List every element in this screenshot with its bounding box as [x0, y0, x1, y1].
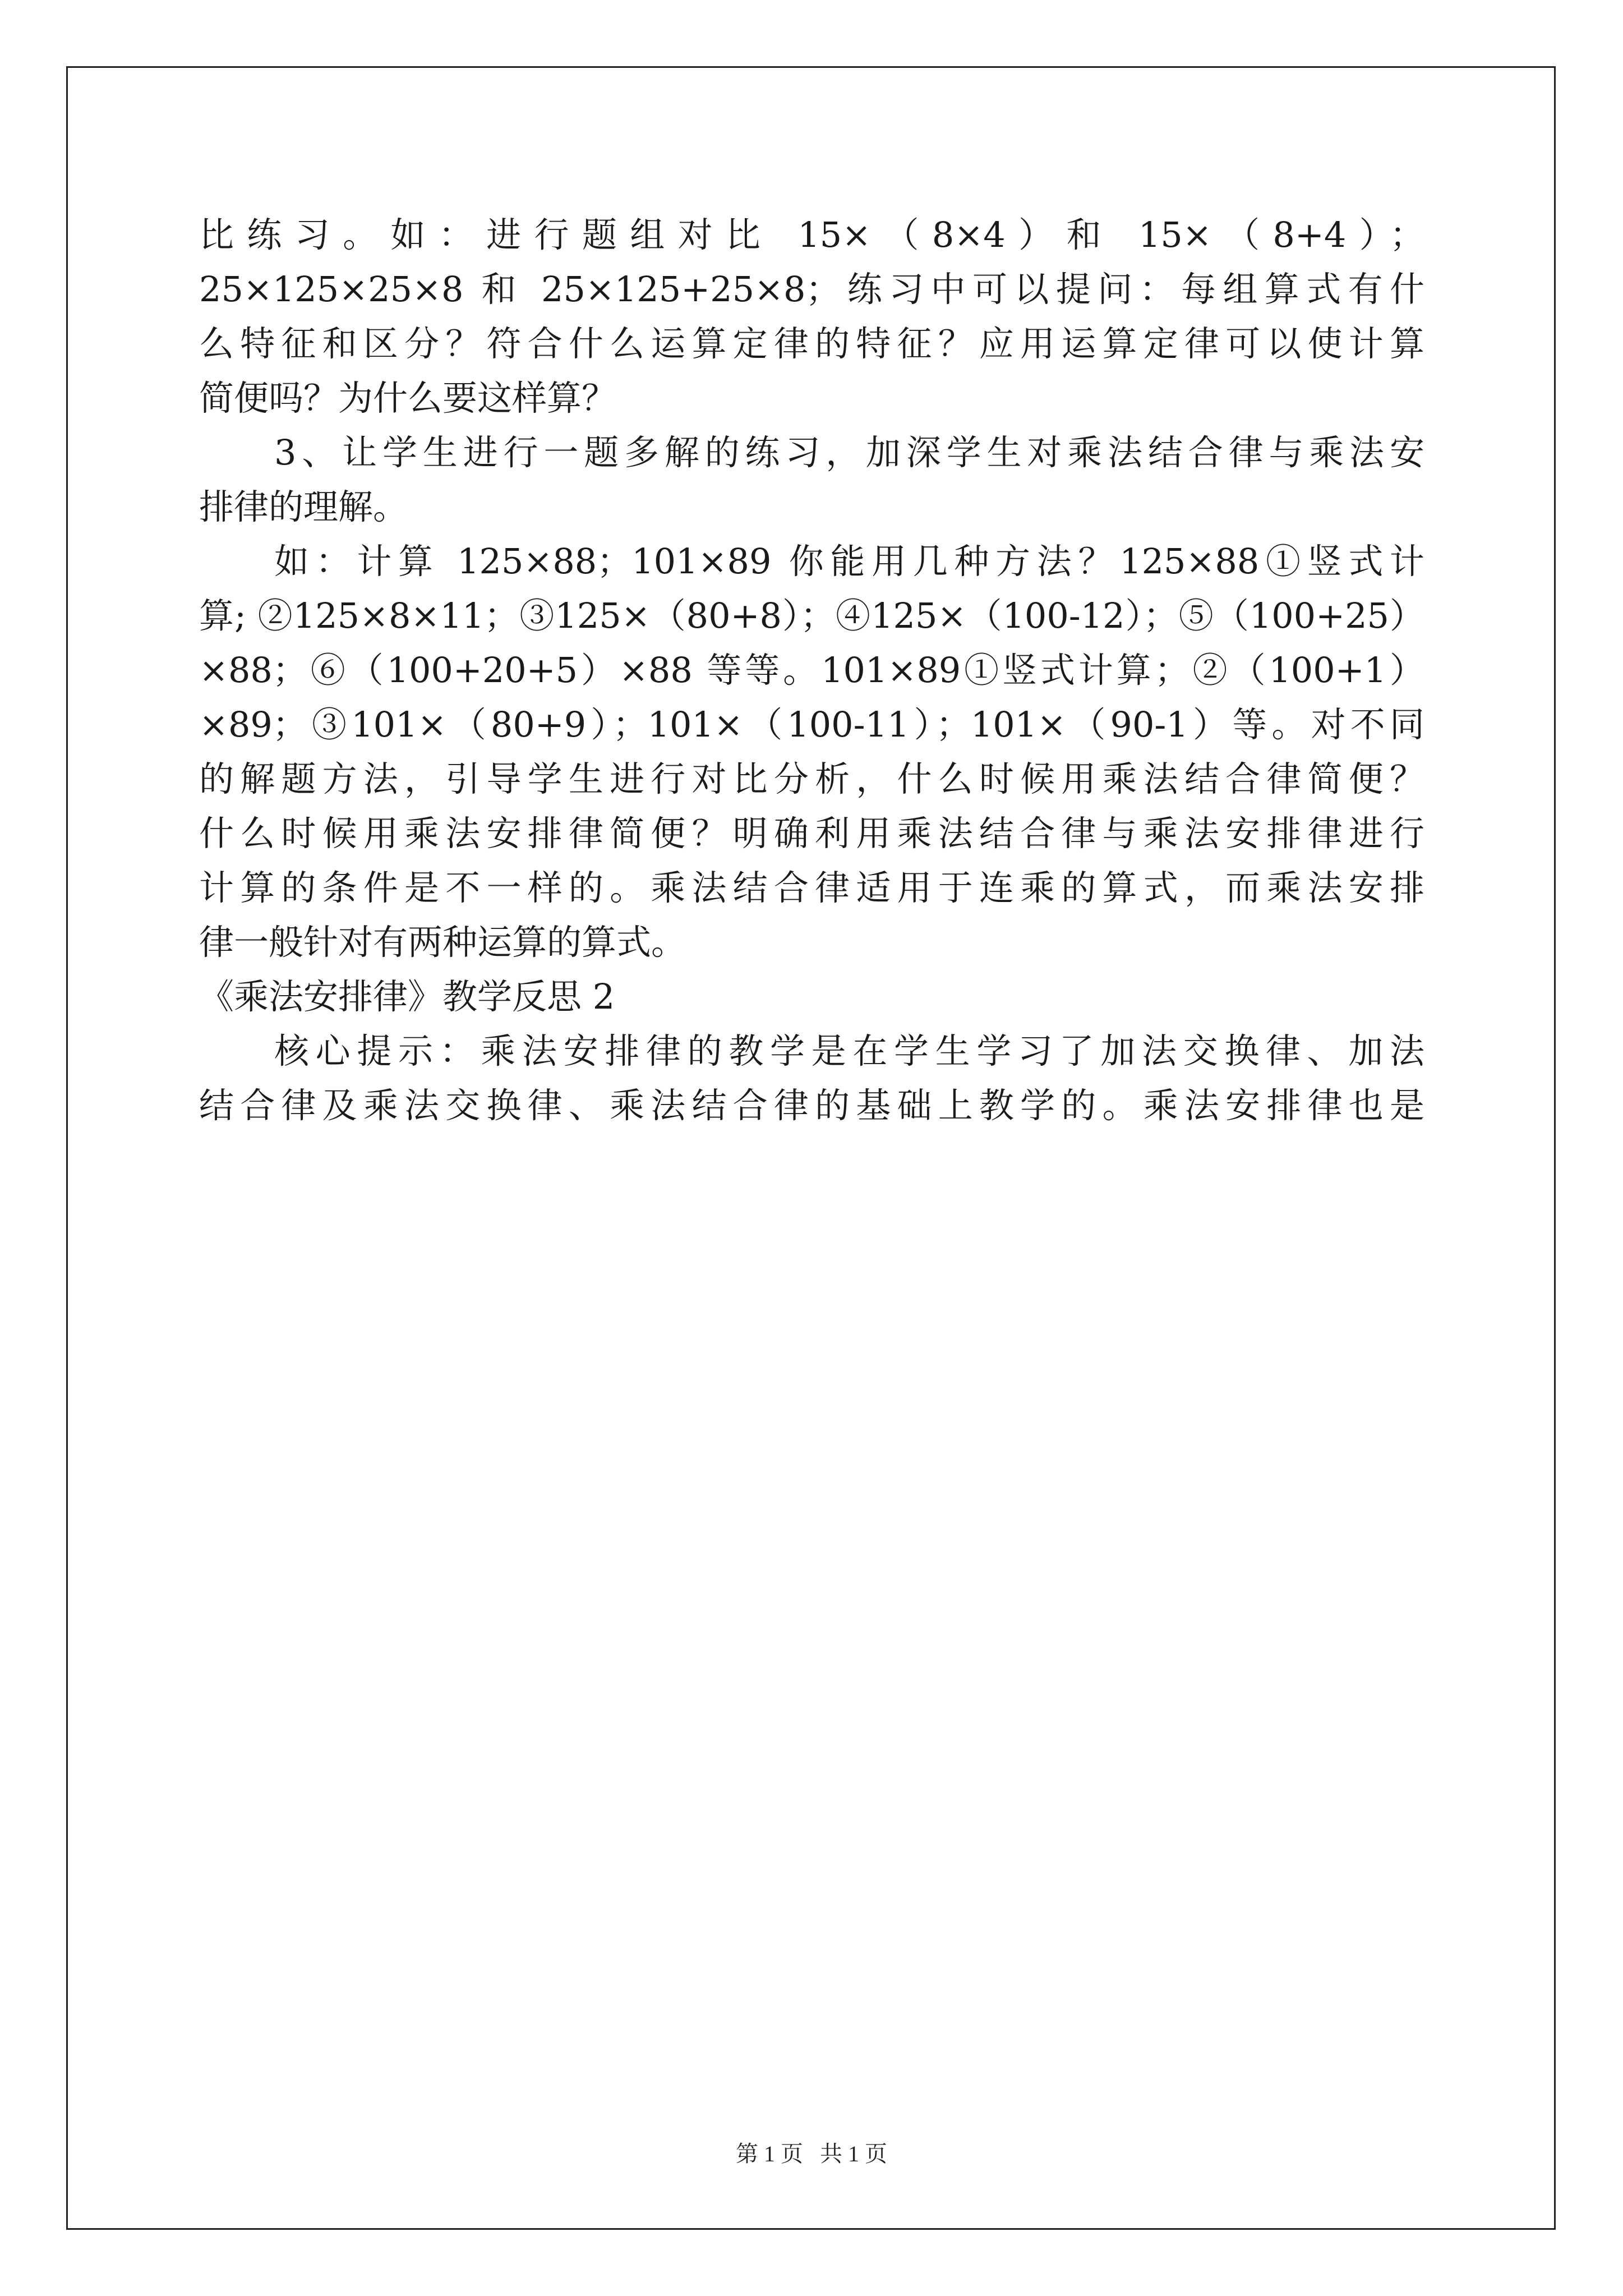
- text-line: 什么时候用乘法安排律简便？明确利用乘法结合律与乘法安排律进行: [199, 813, 1424, 854]
- page-number: 第 1 页: [736, 2141, 803, 2166]
- text-line: 25×125×25×8 和 25×125+25×8；练习中可以提问：每组算式有什: [199, 269, 1424, 310]
- document-body: [199, 208, 1424, 1133]
- text-line: 算; ②125×8×11；③125×（80+8）；④125×（100-12）；⑤（100+25）: [199, 595, 1424, 636]
- page-footer: [0, 2136, 1623, 2168]
- text-line: ×88；⑥（100+20+5）×88 等等。101×89①竖式计算；②（100+1）: [199, 650, 1424, 691]
- text-line: 计算的条件是不一样的。乘法结合律适用于连乘的算式，而乘法安排: [199, 867, 1424, 908]
- paragraph-start-line: 核心提示：乘法安排律的教学是在学生学习了加法交换律、加法: [274, 1030, 1424, 1071]
- text-line: 结合律及乘法交换律、乘法结合律的基础上教学的。乘法安排律也是: [199, 1085, 1424, 1126]
- paragraph-start-line: 如：计算 125×88；101×89 你能用几种方法？125×88①竖式计: [274, 541, 1424, 582]
- total-pages: 共 1 页: [820, 2141, 887, 2166]
- text-line: 么特征和区分？符合什么运算定律的特征？应用运算定律可以使计算: [199, 323, 1424, 364]
- text-line: ×89；③101×（80+9）；101×（100-11）；101×（90-1）等。对不同: [199, 704, 1424, 745]
- text-line: 的解题方法，引导学生进行对比分析，什么时候用乘法结合律简便？: [199, 758, 1424, 799]
- text-line: 排律的理解。: [199, 486, 408, 527]
- text-line: 比练习。如：进行题组对比 15×（8×4）和 15×（8+4）；: [199, 214, 1424, 255]
- text-line: 简便吗？为什么要这样算？: [199, 378, 617, 418]
- paragraph-start-line: 3、让学生进行一题多解的练习，加深学生对乘法结合律与乘法安: [274, 432, 1424, 473]
- text-line: 律一般针对有两种运算的算式。: [199, 922, 686, 963]
- section-heading: 《乘法安排律》教学反思 2: [199, 976, 615, 1017]
